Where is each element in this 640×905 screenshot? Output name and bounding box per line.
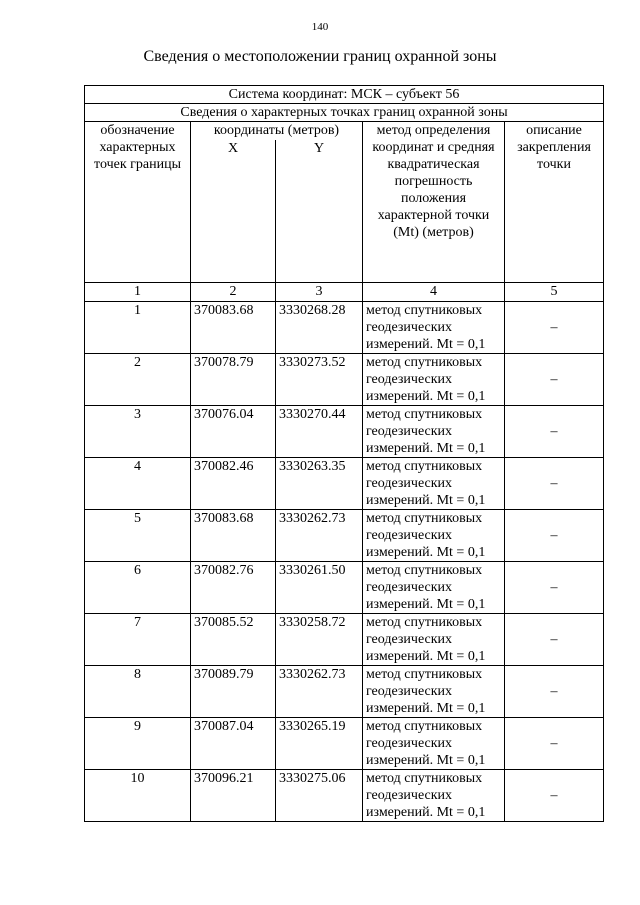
- y-coordinate-cell: 3330275.06: [276, 770, 363, 822]
- x-coordinate-cell: 370087.04: [191, 718, 276, 770]
- point-number-cell: 7: [85, 614, 191, 666]
- header-y: Y: [276, 140, 363, 282]
- description-cell: –: [505, 770, 604, 822]
- description-cell: –: [505, 562, 604, 614]
- description-cell: –: [505, 510, 604, 562]
- header-description: описание закрепления точки: [505, 122, 604, 283]
- method-cell: метод спутниковых геодезических измерений. Mt = 0,1: [363, 614, 505, 666]
- column-number: 1: [85, 283, 191, 302]
- method-cell: метод спутниковых геодезических измерений. Mt = 0,1: [363, 718, 505, 770]
- point-number-cell: 4: [85, 458, 191, 510]
- header-coordinates: координаты (метров): [191, 122, 363, 141]
- x-coordinate-cell: 370076.04: [191, 406, 276, 458]
- point-number-cell: 3: [85, 406, 191, 458]
- header-designation: обозначение характерных точек границы: [85, 122, 191, 283]
- column-number: 4: [363, 283, 505, 302]
- table-row: [85, 510, 604, 562]
- x-coordinate-cell: 370083.68: [191, 302, 276, 354]
- description-cell: –: [505, 666, 604, 718]
- method-cell: метод спутниковых геодезических измерений. Mt = 0,1: [363, 770, 505, 822]
- method-cell: метод спутниковых геодезических измерений. Mt = 0,1: [363, 666, 505, 718]
- point-number-cell: 2: [85, 354, 191, 406]
- description-cell: –: [505, 302, 604, 354]
- table-row: [85, 458, 604, 510]
- table-subtitle-row: [85, 104, 604, 122]
- boundary-points-table: [84, 85, 604, 822]
- description-cell: –: [505, 354, 604, 406]
- point-number-cell: 10: [85, 770, 191, 822]
- x-coordinate-cell: 370085.52: [191, 614, 276, 666]
- y-coordinate-cell: 3330261.50: [276, 562, 363, 614]
- description-cell: –: [505, 718, 604, 770]
- column-number: 3: [276, 283, 363, 302]
- point-number-cell: 5: [85, 510, 191, 562]
- header-row: [85, 122, 604, 141]
- method-cell: метод спутниковых геодезических измерений. Mt = 0,1: [363, 302, 505, 354]
- y-coordinate-cell: 3330258.72: [276, 614, 363, 666]
- table-row: [85, 354, 604, 406]
- header-x: X: [191, 140, 276, 282]
- table-row: [85, 666, 604, 718]
- column-numbers-row: [85, 283, 604, 302]
- y-coordinate-cell: 3330265.19: [276, 718, 363, 770]
- table-row: [85, 614, 604, 666]
- y-coordinate-cell: 3330262.73: [276, 510, 363, 562]
- x-coordinate-cell: 370096.21: [191, 770, 276, 822]
- y-coordinate-cell: 3330262.73: [276, 666, 363, 718]
- y-coordinate-cell: 3330263.35: [276, 458, 363, 510]
- description-cell: –: [505, 406, 604, 458]
- column-number: 2: [191, 283, 276, 302]
- description-cell: –: [505, 458, 604, 510]
- coordinate-system-cell: Система координат: МСК – субъект 56: [85, 86, 604, 104]
- table-row: [85, 562, 604, 614]
- x-coordinate-cell: 370078.79: [191, 354, 276, 406]
- x-coordinate-cell: 370082.76: [191, 562, 276, 614]
- table-subtitle-cell: Сведения о характерных точках границ охранной зоны: [85, 104, 604, 122]
- x-coordinate-cell: 370089.79: [191, 666, 276, 718]
- method-cell: метод спутниковых геодезических измерений. Mt = 0,1: [363, 562, 505, 614]
- x-coordinate-cell: 370083.68: [191, 510, 276, 562]
- column-number: 5: [505, 283, 604, 302]
- method-cell: метод спутниковых геодезических измерений. Mt = 0,1: [363, 510, 505, 562]
- y-coordinate-cell: 3330268.28: [276, 302, 363, 354]
- point-number-cell: 8: [85, 666, 191, 718]
- point-number-cell: 9: [85, 718, 191, 770]
- table-row: [85, 406, 604, 458]
- table-row: [85, 718, 604, 770]
- coordinate-system-row: [85, 86, 604, 104]
- page-number: 140: [311, 21, 329, 33]
- y-coordinate-cell: 3330273.52: [276, 354, 363, 406]
- method-cell: метод спутниковых геодезических измерений. Mt = 0,1: [363, 406, 505, 458]
- description-cell: –: [505, 614, 604, 666]
- method-cell: метод спутниковых геодезических измерений. Mt = 0,1: [363, 354, 505, 406]
- table-row: [85, 770, 604, 822]
- point-number-cell: 6: [85, 562, 191, 614]
- point-number-cell: 1: [85, 302, 191, 354]
- table-row: [85, 302, 604, 354]
- document-title: Сведения о местоположении границ охранной зоны: [143, 48, 497, 65]
- x-coordinate-cell: 370082.46: [191, 458, 276, 510]
- y-coordinate-cell: 3330270.44: [276, 406, 363, 458]
- method-cell: метод спутниковых геодезических измерений. Mt = 0,1: [363, 458, 505, 510]
- header-method: метод определения координат и средняя квадратическая погрешность положения характерной точки (Mt) (метров): [363, 122, 505, 283]
